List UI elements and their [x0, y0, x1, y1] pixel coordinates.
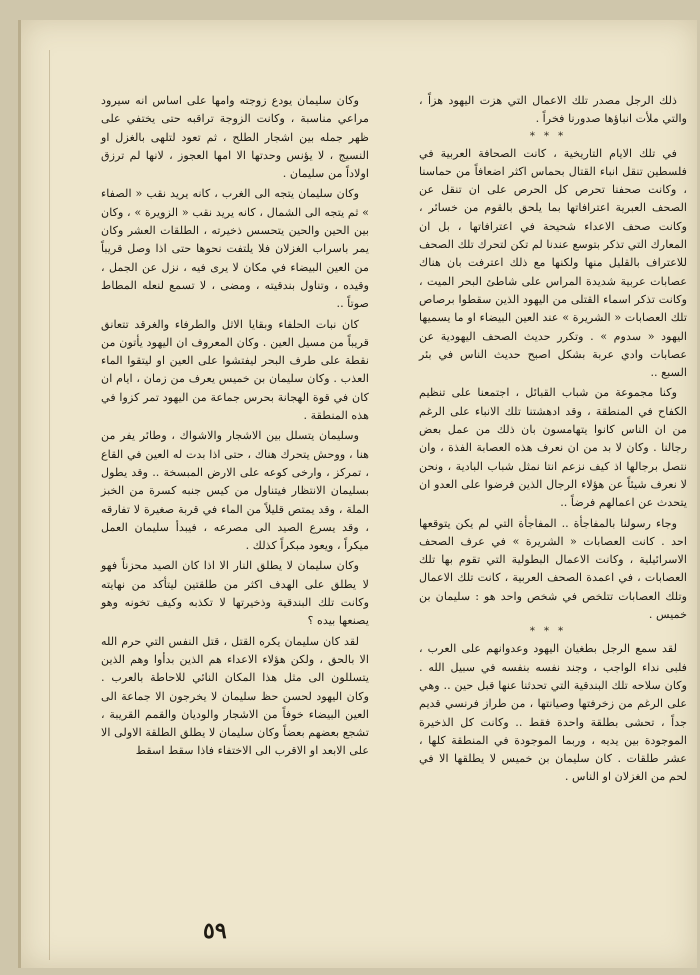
- paragraph: وكان سليمان يودع زوجته وامها على اساس انه سيرود مراعي مناسبة ، وكانت الزوجة تراقبه حتى يختفي على ظهر جمله بين اشجار الطلح ، ثم تعود لتلهى بالغزل او النسيج ، لا يؤنس وحدتها الا امها العجوز ، لانها لم ترزق اولاداً من سليمان .: [101, 94, 369, 181]
- paragraph: لقد سمع الرجل بطغيان اليهود وعدوانهم على العرب ، فلبى نداء الواجب ، وجند نفسه بنفسه في سبيل الله . وكان سلاحه تلك البندقية التي تحدثنا عنها قبل حين .. وهي على الرغم من زخرفتها وصيانتها ، من طراز فرنسي قديم جداً ، تحشى بطلقة واحدة فقط .. وكانت كل الذخيرة الموجودة بين يديه ، وربما الموجودة في المنطقة كلها ، عشر طلقات . كان سليمان بن خميس لا يطلقها الا في لحم من الغزلان او الناس .: [419, 642, 687, 784]
- page-number: ٥٩: [203, 918, 227, 944]
- paragraph: ذلك الرجل مصدر تلك الاعمال التي هزت اليهود هزاً ، والتي ملأت انباؤها صدورنا فخراً .: [419, 94, 687, 126]
- paragraph: وكان سليمان لا يطلق النار الا اذا كان الصيد محزناً فهو لا يطلق على الهدف اكثر من طلقتين ليتأكد من نهايته وكانت تلك البندقية وذخيرتها لا تكذبه وكيف تخونه وهو يصنعها بيده ؟: [101, 559, 369, 628]
- section-separator: * * *: [529, 626, 567, 638]
- paragraph: في تلك الايام التاريخية ، كانت الصحافة العربية في فلسطين تنقل انباء القتال بحماس اكثر اضعافاً من حماسنا ، وكانت صحفنا تحرص كل الحرص على ان تنقل عن الصحف العبرية اعترافاتها بما يلحق بالقوم من خسائر ، وكانت صحف الاعداء شحيحة في اعترافاتها ، بل ان المعارك التي تذكر بتوسع عندنا لم تكن لتحرك تلك الصحف للاعتراف بالقليل منها ولكنها مع ذلك اعترفت بان هناك عصابات عربية شديدة المراس على شاطئ البحر الميت ، وكانت تذكر اسماء القتلى من اليهود الذين سقطوا برصاص تلك العصابات « الشريرة » عند العين البيضاء او ما يسميها اليهود « سدوم » . وتكرر حديث الصحف اليهودية عن عصابات وادي عربة بشكل اصبح حديث الناس في بئر السبع ..: [419, 146, 687, 380]
- left-text-column: [101, 92, 369, 763]
- section-separator: * * *: [529, 130, 567, 142]
- book-page: [18, 20, 697, 968]
- page-edge-shadow: [49, 50, 50, 960]
- paragraph: كان نبات الحلفاء وبقايا الاثل والطرفاء والغرقد تتعانق قريباً من مسيل العين . وكان المعروف ان اليهود يأتون من نقطة على طرف البحر ليفتشوا على العين او ليتقوا الماء العذب . وكان سليمان بن خميس يعرف من زمان ، ايام ان كان في قوة الهجانة بحرس جماعة من اليهود تمر كزوا في هذه المنطقة .: [101, 317, 369, 423]
- paragraph: وكنا مجموعة من شباب القبائل ، اجتمعنا على تنظيم الكفاح في المنطقة ، وقد ادهشتنا تلك الانباء على الرغم من ان الناس كانوا يتهامسون بان ذلك من عمل بعض رجالنا . وكان لا بد من ان نعرف هذه العصابة الفذة ، وان نتصل برجالها اذ كيف نزعم انتا نمثل شباب البادية ، ونحن لا نعرف شيئاً عن هؤلاء الرجال الذين فرضوا على العدو ان يتحدث عن اعمالهم فرضاً ..: [419, 386, 687, 510]
- paragraph: وسليمان يتسلل بين الاشجار والاشواك ، وطائر يفر من هنا ، ووحش يتحرك هناك ، حتى اذا بدت له العين في القاع ، تمركز ، وارخى كوعه على الارض المبسخة .. وقد يطول بسليمان الانتظار فيتناول من كيس جنبه كسرة من الخبز الملة ، وقد يمتص قليلاً من الماء في قربة صغيرة لا تفارقه ، وقد يسرع الصيد الى مصرعه ، فيبدأ سليمان العمل ميكراً ، ويعود مبكراً كذلك .: [101, 429, 369, 553]
- right-text-column: [419, 92, 687, 789]
- paragraph: لقد كان سليمان يكره القتل ، قتل النفس التي حرم الله الا بالحق ، ولكن هؤلاء الاعداء هم الذين بدأوا وهم الذين يتسللون الى مثل هذا المكان النائي للاحاطة بالعرب . وكان اليهود لحسن حظ سليمان لا يخرجون الا جماعة الى العين البيضاء خوفاً من الاشجار والوديان والقمم القريبة ، تشجع بعضهم بعضاً وكان سليمان لا يطلق الطلقة الاولى الا على الابعد او الاقرب الى الاختفاء فاذا سقط اسقط: [101, 634, 369, 758]
- paragraph: وكان سليمان يتجه الى الغرب ، كانه يريد نقب « الصفاء » ثم يتجه الى الشمال ، كانه يريد نقب « الزويرة » ، وكان بين الحين والحين يتحسس ذخيرته ، الطلقات العشر وكان يمر باسراب الغزلان فلا يلتفت نحوها حتى اذا وصل قريباً من العين البيضاء في مكان لا يرى فيه ، نزل عن الجمل ، وقيده ، وتناول بندقيته ، ومضى ، لا تسمع لنعله المطاط صوتاً ..: [101, 187, 369, 311]
- paragraph: وجاء رسولنا بالمفاجأة .. المفاجأة التي لم يكن يتوقعها احد . كانت العصابات « الشريرة » في عرف الصحف الاسرائيلية ، وكانت الاعمال البطولية التي تقوم بها تلك العصابات ، في اعمدة الصحف العربية ، كانت تلك الاعمال وتلك العصابات تتلخص في شخص واحد هو : سليمان بن خميس .: [419, 516, 687, 622]
